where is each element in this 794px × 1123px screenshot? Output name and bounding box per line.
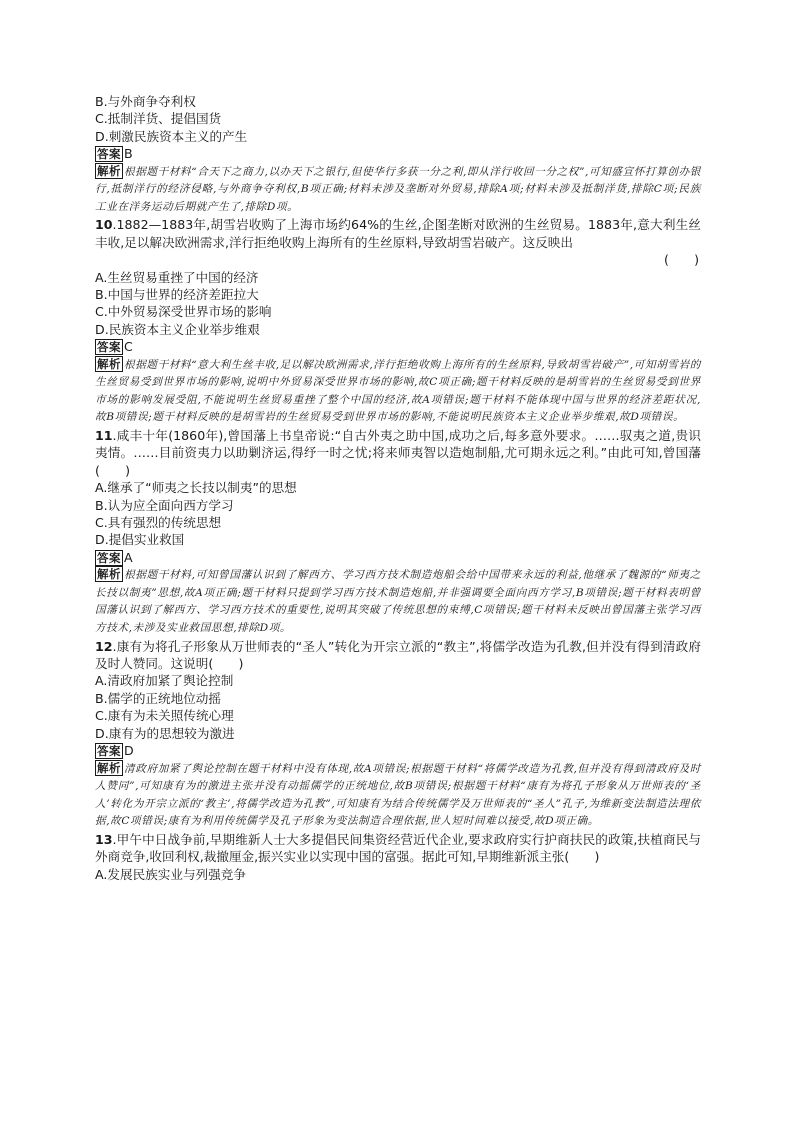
question-number: 13 [95,831,113,847]
question-stem [95,216,701,268]
analysis [95,760,701,831]
question-12 [95,638,701,831]
question-9 [95,93,701,216]
option: A.继承了“师夷之长技以制夷”的思想 [95,480,297,496]
question-stem [95,831,701,866]
answer-value: C [124,339,133,355]
option: A.发展民族实业与列强竞争 [95,866,246,882]
option: B.与外商争夺利权 [95,94,196,109]
analysis-text: 根据题干材料“合天下之商力,以办天下之银行,但使华行多获一分之利,即从洋行收回一分之权”,可知盛宣怀打算创办银行,抵制洋行的经济侵略,与外商争夺利权,B项正确;材料未涉及垄断对外贸易,排除A项;材料未涉及抵制洋货,排除C项;民族工业在洋务运动后期就产生了,排除D项。 [95,165,701,213]
analysis-tag: 解析 [97,760,121,775]
answer-tag: 答案 [97,744,121,759]
answer-line [95,549,701,566]
analysis-tag: 解析 [97,163,121,178]
option: D.民族资本主义企业举步维艰 [95,321,260,337]
exam-page [95,93,701,883]
question-stem [95,427,701,479]
analysis-text: 清政府加紧了舆论控制在题干材料中没有体现,故A项错误;根据题干材料“将儒学改造为孔教,但并没有得到清政府及时人赞同”,可知康有为的激进主张并没有动摇儒学的正统地位,故B项错误;根据题干材料“康有为将孔子形象从万世师表的‘圣人’转化为开宗立派的‘教主’,将儒学改造为孔教”,可知康有为结合传统儒学及万世师表的“圣人”孔子,为维新变法制造法理依据,故C项错误;康有为利用传统儒学及孔子形象为变法制造合理依据,世人短时间难以接受,故D项正确。 [95,762,701,828]
answer-value: A [124,549,133,565]
analysis-tag: 解析 [97,567,121,582]
option: B.认为应全面向西方学习 [95,497,234,513]
question-text: .康有为将孔子形象从万世师表的“圣人”转化为开宗立派的“教主”,将儒学改造为孔教,但并没有得到清政府及时人赞同。这说明( ) [95,638,701,672]
analysis-tag: 解析 [97,356,121,371]
question-10 [95,216,701,427]
analysis-text: 根据题干材料“意大利生丝丰收,足以解决欧洲需求,洋行拒绝收购上海所有的生丝原料,导致胡雪岩破产”,可知胡雪岩的生丝贸易受到世界市场的影响,说明中外贸易深受世界市场的影响,故C项正确;题干材料反映的是胡雪岩的生丝贸易受到世界市场的影响发展受阻,不能说明生丝贸易重挫了整个中国的经济,故A项错误;题干材料不能体现中国与世界的经济差距状况,故B项错误;题干材料反映的是胡雪岩的生丝贸易受到世界市场的影响,不能说明民族资本主义企业举步维艰,故D项错误。 [95,358,701,424]
option: B.儒学的正统地位动摇 [95,690,221,706]
answer-line [95,742,701,759]
option: D.刺激民族资本主义的产生 [95,128,248,144]
analysis [95,566,701,637]
option: A.清政府加紧了舆论控制 [95,673,234,689]
question-text: .咸丰十年(1860年),曾国藩上书皇帝说:“自古外夷之助中国,成功之后,每多意外要求。……驭夷之道,贵识夷情。……目前资夷力以助剿济运,得纾一时之忧;将来师夷智以造炮制船,尤可期永远之利。”由此可知,曾国藩( ) [95,428,701,478]
question-13 [95,831,701,883]
option: D.提倡实业救国 [95,532,185,548]
question-text: .1882—1883年,胡雪岩收购了上海市场约64%的生丝,企图垄断对欧洲的生丝贸易。1883年,意大利生丝丰收,足以解决欧洲需求,洋行拒绝收购上海所有的生丝原料,导致胡雪岩破产。这反映出 [95,217,701,250]
answer-value: B [124,146,133,162]
question-number: 10 [95,217,113,233]
question-number: 11 [95,428,113,444]
answer-tag: 答案 [97,550,121,565]
answer-tag: 答案 [97,147,121,162]
option: C.中外贸易深受世界市场的影响 [95,304,272,320]
answer-blank: ( ) [663,252,699,268]
option: B.中国与世界的经济差距拉大 [95,287,259,303]
option: C.抵制洋货、提倡国货 [95,111,222,127]
analysis-text: 根据题干材料,可知曾国藩认识到了解西方、学习西方技术制造炮船会给中国带来永远的利益,他继承了魏源的“师夷之长技以制夷”思想,故A项正确;题干材料只提到学习西方技术制造炮船,并非强调要全面向西方学习,B项错误;题干材料表明曾国藩认识到了解西方、学习西方技术的重要性,说明其突破了传统思想的束缚,C项错误;题干材料未反映出曾国藩主张学习西方技术,未涉及实业救国思想,排除D项。 [95,569,701,635]
answer-line [95,338,701,355]
question-text: .甲午中日战争前,早期维新人士大多提倡民间集资经营近代企业,要求政府实行护商扶民的政策,扶植商民与外商竞争,收回利权,裁撤厘金,振兴实业以实现中国的富强。据此可知,早期维新派主张( ) [95,831,701,865]
question-stem [95,638,701,673]
analysis [95,356,701,427]
answer-value: D [124,743,134,759]
option: D.康有为的思想较为激进 [95,725,235,741]
option: A.生丝贸易重挫了中国的经济 [95,269,259,285]
option: C.康有为未关照传统心理 [95,708,234,724]
option: C.具有强烈的传统思想 [95,515,222,531]
question-number: 12 [95,638,113,654]
answer-line [95,145,701,162]
answer-tag: 答案 [97,340,121,355]
analysis [95,163,701,217]
question-11 [95,427,701,638]
